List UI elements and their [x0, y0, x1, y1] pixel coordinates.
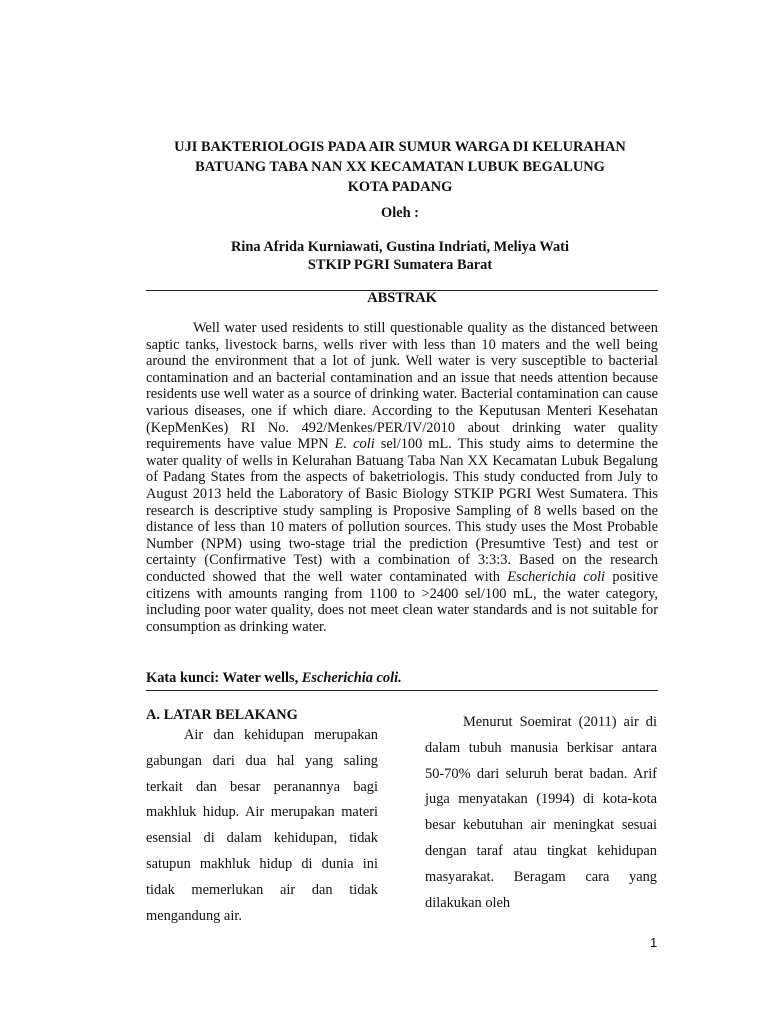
- abstract-italic-escherichia: Escherichia coli: [507, 568, 606, 585]
- author-names: Rina Afrida Kurniawati, Gustina Indriati, Meliya Wati: [231, 239, 569, 255]
- paper-title: [150, 137, 650, 197]
- abstract-text-part-3: positive citizens with amounts ranging from 1100 to >2400 sel/100 mL, the water category, including poor water quality, does not meet clean water standards and is not suitable for consumption as drinking water.: [146, 568, 658, 635]
- right-column: [425, 710, 657, 916]
- bottom-divider: [146, 690, 658, 691]
- right-column-paragraph: Menurut Soemirat (2011) air di dalam tubuh manusia berkisar antara 50-70% dari seluruh berat badan. Arif juga menyatakan (1994) di kota-kota besar kebutuhan air meningkat sesuai dengan taraf atau tingkat kehidupan masyarakat. Beragam cara yang dilakukan oleh: [425, 714, 657, 911]
- abstract-heading: ABSTRAK: [367, 290, 437, 306]
- keywords-label: Kata kunci: Water wells,: [146, 670, 302, 686]
- title-line-2: BATUANG TABA NAN XX KECAMATAN LUBUK BEGALUNG: [195, 159, 605, 175]
- keywords: [146, 670, 658, 687]
- title-line-1: UJI BAKTERIOLOGIS PADA AIR SUMUR WARGA DI KELURAHAN: [174, 139, 626, 155]
- oleh-label: Oleh :: [381, 205, 419, 221]
- affiliation: STKIP PGRI Sumatera Barat: [307, 257, 493, 273]
- author-block: [150, 238, 650, 274]
- abstract-italic-ecoli: E. coli: [334, 436, 375, 453]
- left-column-paragraph: Air dan kehidupan merupakan gabungan dari dua hal yang saling terkait dan besar peranannya bagi makhluk hidup. Air merupakan materi esensial di dalam kehidupan, tidak satupun makhluk hidup di dunia ini tidak memerlukan air dan tidak mengandung air.: [146, 727, 378, 924]
- keywords-italic: Escherichia coli.: [301, 670, 402, 686]
- abstract-paragraph: [146, 320, 658, 635]
- page-number: 1: [650, 935, 658, 950]
- title-line-3: KOTA PADANG: [347, 179, 453, 195]
- abstract-text-part-1: Well water used residents to still questionable quality as the distanced between saptic tanks, livestock barns, wells river with less than 10 maters and the well being around the environment that a lot of junk. Well water is very susceptible to bacterial contamination and an bacterial contamination and an issue that needs attention because residents use well water as a source of drinking water. Bacterial contamination can cause various diseases, one if which diare. According to the Keputusan Menteri Kesehatan (KepMenKes) RI No. 492/Menkes/PER/IV/2010 about drinking water quality requirements have value MPN: [146, 320, 658, 453]
- abstract-body: [146, 320, 658, 635]
- left-column: [146, 723, 378, 929]
- abstract-text-part-2: sel/100 mL. This study aims to determine the water quality of wells in Kelurahan Batuang Taba Nan XX Kecamatan Lubuk Begalung of Padang States from the aspects of baketriologis. This study conducted from July to August 2013 held the Laboratory of Basic Biology STKIP PGRI West Sumatera. This research is descriptive study sampling is Proposive Sampling of 8 wells based on the distance of less than 10 maters of pollution sources. This study uses the Most Probable Number (NPM) using two-stage trial the prediction (Presumtive Test) and test or certainty (Confirmative Test) with a combination of 3:3:3. Based on the research conducted showed that the well water contaminated with: [146, 436, 658, 585]
- section-heading: A. LATAR BELAKANG: [146, 707, 298, 723]
